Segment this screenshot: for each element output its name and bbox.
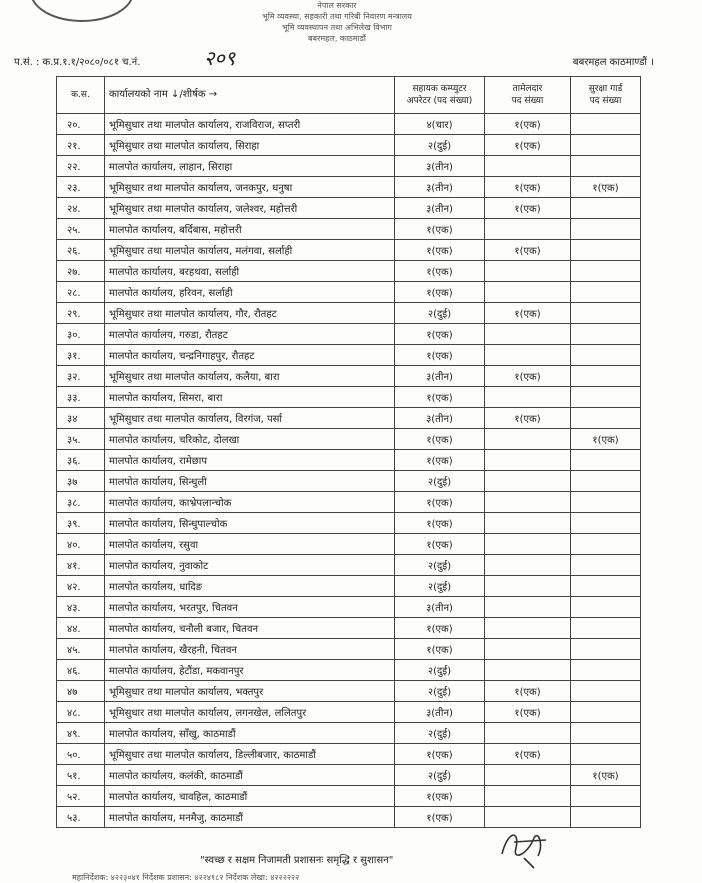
- cell-tamedar: [485, 660, 571, 681]
- cell-tamedar: [485, 597, 571, 618]
- table-row: [57, 450, 641, 471]
- cell-sn: ४५.: [57, 639, 105, 660]
- cell-computer-operator: १(एक): [395, 639, 485, 660]
- cell-sn: ४९.: [57, 723, 105, 744]
- cell-office: मालपोत कार्यालय, कलंकी, काठमाडौं: [105, 765, 395, 786]
- cell-computer-operator: ४(चार): [395, 114, 485, 135]
- cell-tamedar: १(एक): [485, 681, 571, 702]
- cell-office: भूमिसुधार तथा मालपोत कार्यालय, मलंगवा, सर्लाही: [105, 240, 395, 261]
- header-c-line1: सुरक्षा गार्ड: [588, 84, 623, 94]
- cell-security-guard: [571, 723, 641, 744]
- cell-office: मालपोत कार्यालय, सिन्धुपाल्चोक: [105, 513, 395, 534]
- cell-computer-operator: २(दुई): [395, 555, 485, 576]
- table-row: [57, 492, 641, 513]
- table-row: [57, 744, 641, 765]
- cell-sn: ३१.: [57, 345, 105, 366]
- table-row: [57, 534, 641, 555]
- cell-tamedar: [485, 156, 571, 177]
- cell-office: मालपोत कार्यालय, रामेछाप: [105, 450, 395, 471]
- cell-office: मालपोत कार्यालय, बर्दिबास, महोत्तरी: [105, 219, 395, 240]
- cell-office: मालपोत कार्यालय, नुवाकोट: [105, 555, 395, 576]
- dispatch-number: २०९: [204, 46, 236, 70]
- table-row: [57, 177, 641, 198]
- table-row: [57, 156, 641, 177]
- header-computer-operator: [395, 77, 485, 114]
- cell-office: मालपोत कार्यालय, खैरहनी, चितवन: [105, 639, 395, 660]
- cell-sn: ४०.: [57, 534, 105, 555]
- header-a-line2: अपरेटर (पद संख्या): [406, 96, 473, 106]
- cell-computer-operator: २(दुई): [395, 303, 485, 324]
- header-sn: क.स.: [57, 77, 105, 114]
- table-row: [57, 387, 641, 408]
- cell-sn: २१.: [57, 135, 105, 156]
- stamp-line: भूमि व्यवस्थापन तथा अभिलेख विभाग: [282, 23, 392, 32]
- cell-security-guard: १(एक): [571, 429, 641, 450]
- cell-computer-operator: ३(तीन): [395, 177, 485, 198]
- cell-security-guard: [571, 807, 641, 828]
- cell-tamedar: [485, 471, 571, 492]
- stamp-line: भूमि व्यवस्था, सहकारी तथा गरिबी निवारण मन्त्रालय: [262, 12, 412, 21]
- cell-office: मालपोत कार्यालय, गरुडा, रौतहट: [105, 324, 395, 345]
- office-stamp: [262, 0, 412, 42]
- cell-computer-operator: २(दुई): [395, 135, 485, 156]
- table-row: [57, 618, 641, 639]
- cell-computer-operator: १(एक): [395, 219, 485, 240]
- signature: [494, 824, 554, 870]
- cell-sn: ४१.: [57, 555, 105, 576]
- cell-computer-operator: १(एक): [395, 240, 485, 261]
- cell-office: मालपोत कार्यालय, हरिवन, सर्लाही: [105, 282, 395, 303]
- cell-office: मालपोत कार्यालय, हेटौंडा, मकवानपुर: [105, 660, 395, 681]
- cell-sn: ५२.: [57, 786, 105, 807]
- cell-tamedar: [485, 387, 571, 408]
- cell-computer-operator: ३(तीन): [395, 597, 485, 618]
- cell-tamedar: १(एक): [485, 240, 571, 261]
- cell-computer-operator: २(दुई): [395, 660, 485, 681]
- slogan: "स्वच्छ र सक्षम निजामती प्रशासनः समृद्धि र सुशासन": [200, 855, 394, 866]
- table-row: [57, 408, 641, 429]
- cell-security-guard: [571, 660, 641, 681]
- cell-sn: ३०.: [57, 324, 105, 345]
- cell-sn: २०.: [57, 114, 105, 135]
- stamp-line: बबरमहल, काठमाडौं: [307, 34, 367, 43]
- cell-sn: ३५.: [57, 429, 105, 450]
- government-seal: [30, 0, 134, 22]
- table-header-row: [57, 77, 641, 114]
- cell-security-guard: [571, 702, 641, 723]
- cell-security-guard: [571, 639, 641, 660]
- cell-tamedar: [485, 324, 571, 345]
- cell-sn: २९.: [57, 303, 105, 324]
- cell-sn: २३.: [57, 177, 105, 198]
- cell-sn: २५.: [57, 219, 105, 240]
- cell-sn: ३९.: [57, 513, 105, 534]
- cell-sn: २८.: [57, 282, 105, 303]
- cell-computer-operator: १(एक): [395, 513, 485, 534]
- cell-tamedar: १(एक): [485, 198, 571, 219]
- cell-office: भूमिसुधार तथा मालपोत कार्यालय, विरगंज, पर्सा: [105, 408, 395, 429]
- cell-security-guard: [571, 450, 641, 471]
- cell-security-guard: [571, 492, 641, 513]
- cell-sn: २४.: [57, 198, 105, 219]
- cell-office: मालपोत कार्यालय, काभ्रेपलान्चोक: [105, 492, 395, 513]
- cell-sn: ४३.: [57, 597, 105, 618]
- cell-computer-operator: ३(तीन): [395, 156, 485, 177]
- footer-contacts: महानिर्देशक: ४२२३०४१ निर्देशक प्रशासन: ४२२४१८२ निर्देशक लेखा: ४२२२२२२: [72, 873, 300, 882]
- cell-office: मालपोत कार्यालय, चनौली बजार, चितवन: [105, 618, 395, 639]
- cell-sn: २६.: [57, 240, 105, 261]
- cell-tamedar: [485, 282, 571, 303]
- cell-tamedar: [485, 765, 571, 786]
- cell-security-guard: [571, 198, 641, 219]
- cell-security-guard: [571, 597, 641, 618]
- cell-office: मालपोत कार्यालय, बरहथवा, सर्लाही: [105, 261, 395, 282]
- cell-computer-operator: २(दुई): [395, 471, 485, 492]
- cell-computer-operator: १(एक): [395, 282, 485, 303]
- cell-computer-operator: २(दुई): [395, 681, 485, 702]
- table-row: [57, 345, 641, 366]
- cell-computer-operator: १(एक): [395, 261, 485, 282]
- cell-tamedar: [485, 513, 571, 534]
- cell-computer-operator: ३(तीन): [395, 408, 485, 429]
- cell-tamedar: १(एक): [485, 408, 571, 429]
- stamp-line: नेपाल सरकार: [317, 1, 357, 10]
- table-row: [57, 702, 641, 723]
- cell-security-guard: [571, 219, 641, 240]
- cell-tamedar: [485, 429, 571, 450]
- cell-security-guard: [571, 261, 641, 282]
- cell-tamedar: [485, 261, 571, 282]
- cell-sn: २२.: [57, 156, 105, 177]
- cell-security-guard: [571, 408, 641, 429]
- cell-office: मालपोत कार्यालय, सिमरा, बारा: [105, 387, 395, 408]
- cell-office: मालपोत कार्यालय, सिन्धुली: [105, 471, 395, 492]
- cell-sn: ३६.: [57, 450, 105, 471]
- cell-security-guard: [571, 366, 641, 387]
- table-row: [57, 576, 641, 597]
- cell-tamedar: १(एक): [485, 177, 571, 198]
- cell-office: भूमिसुधार तथा मालपोत कार्यालय, गौर, रौतहट: [105, 303, 395, 324]
- header-b-line2: पद संख्या: [511, 96, 544, 106]
- cell-sn: ५०.: [57, 744, 105, 765]
- cell-tamedar: [485, 723, 571, 744]
- cell-computer-operator: १(एक): [395, 387, 485, 408]
- cell-office: मालपोत कार्यालय, मनमैजु, काठमाडौं: [105, 807, 395, 828]
- table-row: [57, 660, 641, 681]
- cell-sn: ३२.: [57, 366, 105, 387]
- cell-security-guard: [571, 618, 641, 639]
- header-a-line1: सहायक कम्प्युटर: [412, 84, 467, 94]
- cell-office: मालपोत कार्यालय, लाहान, सिराहा: [105, 156, 395, 177]
- cell-security-guard: [571, 681, 641, 702]
- cell-security-guard: [571, 786, 641, 807]
- cell-tamedar: [485, 534, 571, 555]
- cell-security-guard: [571, 282, 641, 303]
- cell-sn: २७.: [57, 261, 105, 282]
- header-security-guard: [571, 77, 641, 114]
- cell-security-guard: [571, 387, 641, 408]
- cell-tamedar: १(एक): [485, 303, 571, 324]
- cell-office: मालपोत कार्यालय, चावहिल, काठमाडौं: [105, 786, 395, 807]
- cell-security-guard: [571, 744, 641, 765]
- cell-office: भूमिसुधार तथा मालपोत कार्यालय, जलेश्वर, महोत्तरी: [105, 198, 395, 219]
- table-row: [57, 471, 641, 492]
- cell-tamedar: [485, 786, 571, 807]
- cell-tamedar: १(एक): [485, 702, 571, 723]
- cell-computer-operator: १(एक): [395, 324, 485, 345]
- cell-tamedar: [485, 576, 571, 597]
- cell-security-guard: १(एक): [571, 765, 641, 786]
- table-row: [57, 639, 641, 660]
- cell-tamedar: १(एक): [485, 366, 571, 387]
- header-b-line1: तामेलदार: [512, 84, 543, 94]
- table-row: [57, 429, 641, 450]
- cell-security-guard: [571, 534, 641, 555]
- cell-computer-operator: ३(तीन): [395, 702, 485, 723]
- cell-sn: ४२.: [57, 576, 105, 597]
- cell-sn: ४४.: [57, 618, 105, 639]
- cell-sn: ५३.: [57, 807, 105, 828]
- cell-office: मालपोत कार्यालय, साँखु, काठमाडौं: [105, 723, 395, 744]
- table-row: [57, 303, 641, 324]
- cell-office: भूमिसुधार तथा मालपोत कार्यालय, भक्तपुर: [105, 681, 395, 702]
- cell-office: भूमिसुधार तथा मालपोत कार्यालय, लगनखेल, ललितपुर: [105, 702, 395, 723]
- cell-office: भूमिसुधार तथा मालपोत कार्यालय, सिराहा: [105, 135, 395, 156]
- cell-tamedar: १(एक): [485, 114, 571, 135]
- cell-sn: ४७: [57, 681, 105, 702]
- cell-tamedar: [485, 345, 571, 366]
- cell-tamedar: [485, 450, 571, 471]
- table-row: [57, 324, 641, 345]
- cell-security-guard: [571, 345, 641, 366]
- cell-computer-operator: १(एक): [395, 618, 485, 639]
- cell-security-guard: [571, 513, 641, 534]
- cell-tamedar: १(एक): [485, 135, 571, 156]
- cell-security-guard: [571, 240, 641, 261]
- cell-computer-operator: ३(तीन): [395, 198, 485, 219]
- table-row: [57, 597, 641, 618]
- cell-office: मालपोत कार्यालय, रसुवा: [105, 534, 395, 555]
- header-c-line2: पद संख्या: [589, 96, 622, 106]
- table-row: [57, 723, 641, 744]
- table-row: [57, 114, 641, 135]
- cell-security-guard: [571, 156, 641, 177]
- cell-security-guard: [571, 555, 641, 576]
- table-row: [57, 135, 641, 156]
- cell-sn: ३८.: [57, 492, 105, 513]
- cell-office: भूमिसुधार तथा मालपोत कार्यालय, कलैया, बारा: [105, 366, 395, 387]
- cell-office: भूमिसुधार तथा मालपोत कार्यालय, डिल्लीबजार, काठमाडौं: [105, 744, 395, 765]
- cell-sn: ३४: [57, 408, 105, 429]
- cell-computer-operator: ३(तीन): [395, 366, 485, 387]
- table-row: [57, 681, 641, 702]
- cell-office: भूमिसुधार तथा मालपोत कार्यालय, राजविराज, सप्तरी: [105, 114, 395, 135]
- table-row: [57, 765, 641, 786]
- cell-computer-operator: १(एक): [395, 450, 485, 471]
- cell-computer-operator: २(दुई): [395, 723, 485, 744]
- cell-tamedar: [485, 555, 571, 576]
- table-row: [57, 198, 641, 219]
- office-posts-table: [56, 76, 641, 828]
- cell-computer-operator: १(एक): [395, 786, 485, 807]
- cell-sn: ४८.: [57, 702, 105, 723]
- cell-computer-operator: १(एक): [395, 345, 485, 366]
- table-row: [57, 366, 641, 387]
- header-tamedar: [485, 77, 571, 114]
- cell-tamedar: [485, 618, 571, 639]
- cell-office: मालपोत कार्यालय, भरतपुर, चितवन: [105, 597, 395, 618]
- cell-office: भूमिसुधार तथा मालपोत कार्यालय, जनकपुर, धनुषा: [105, 177, 395, 198]
- cell-office: मालपोत कार्यालय, चरिकोट, दोलखा: [105, 429, 395, 450]
- cell-security-guard: [571, 303, 641, 324]
- cell-office: मालपोत कार्यालय, धादिङ: [105, 576, 395, 597]
- cell-office: मालपोत कार्यालय, चन्द्रनिगाहपुर, रौतहट: [105, 345, 395, 366]
- cell-computer-operator: १(एक): [395, 429, 485, 450]
- table-row: [57, 219, 641, 240]
- cell-sn: ५१.: [57, 765, 105, 786]
- cell-computer-operator: १(एक): [395, 534, 485, 555]
- cell-tamedar: [485, 492, 571, 513]
- cell-sn: ३३.: [57, 387, 105, 408]
- cell-computer-operator: १(एक): [395, 492, 485, 513]
- table-row: [57, 513, 641, 534]
- table-row: [57, 240, 641, 261]
- cell-tamedar: [485, 219, 571, 240]
- cell-security-guard: १(एक): [571, 177, 641, 198]
- cell-security-guard: [571, 576, 641, 597]
- reference-number: प.सं. : क.प्र.१.१/२०८०/०८१ च.नं.: [14, 57, 141, 68]
- letter-header: [14, 46, 654, 72]
- cell-computer-operator: २(दुई): [395, 765, 485, 786]
- cell-sn: ३७: [57, 471, 105, 492]
- cell-security-guard: [571, 324, 641, 345]
- cell-security-guard: [571, 471, 641, 492]
- cell-security-guard: [571, 135, 641, 156]
- cell-tamedar: १(एक): [485, 744, 571, 765]
- cell-computer-operator: १(एक): [395, 744, 485, 765]
- cell-computer-operator: २(दुई): [395, 576, 485, 597]
- table-row: [57, 555, 641, 576]
- cell-sn: ४६.: [57, 660, 105, 681]
- cell-tamedar: [485, 639, 571, 660]
- table-row: [57, 261, 641, 282]
- cell-computer-operator: १(एक): [395, 807, 485, 828]
- table-row: [57, 786, 641, 807]
- place-name: बबरमहल काठमाण्डौं ।: [572, 57, 654, 68]
- cell-security-guard: [571, 114, 641, 135]
- header-office: कार्यालयको नाम ↓/शीर्षक →: [105, 77, 395, 114]
- table-row: [57, 282, 641, 303]
